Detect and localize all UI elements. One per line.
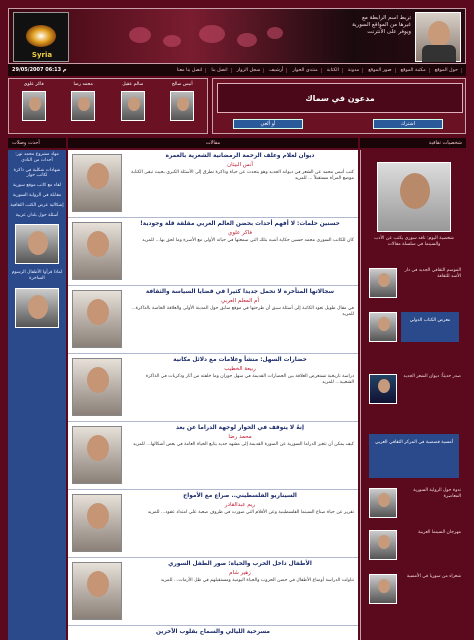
subscribe-banner (217, 83, 463, 113)
nav-item-2[interactable]: مكتبة الموقع (398, 68, 430, 73)
nav-item-8[interactable]: سجل الزوار (234, 68, 265, 73)
logo-text: Syria (31, 51, 53, 59)
writer-photo[interactable] (22, 91, 46, 121)
right-item[interactable] (365, 528, 463, 564)
article-thumbnail[interactable] (72, 426, 122, 484)
right-item-text[interactable]: ندوة حول الرواية السورية المعاصرة (413, 488, 461, 499)
right-item-text[interactable]: الموسم الثقافي الجديد في دار الأسد للثقافة (404, 268, 461, 279)
article-author[interactable]: أم المعلم العربي (221, 298, 259, 304)
header-blurb: تربط اسم الرابطة مع غيرها من المواقع السورية ويوفر على الأنترنت (352, 15, 411, 35)
article-author[interactable]: محمد رضا (228, 434, 252, 440)
site-header (8, 8, 466, 64)
article-author[interactable]: ربيعة الخطيب (224, 366, 256, 372)
right-item-text[interactable]: مهرجان السينما العربية (418, 530, 461, 535)
main-section-header: مقالات (68, 138, 358, 148)
unsubscribe-button[interactable]: أو ألغي (233, 119, 303, 129)
writer-name: سالم عقيل (122, 82, 144, 87)
writers-strip (8, 78, 208, 134)
article-summary: كتب أنيس محمد عن الشعر في ديوانه الجديد وهو يتحدث عن حياة وذاكرة تطرق إلى الأسئلة الكبرى بحيث تبقى الكتابة موضع المرأة مستقبلاً ... للمزيد (131, 170, 354, 181)
right-item[interactable] (365, 310, 463, 346)
right-item[interactable] (365, 486, 463, 522)
article-title[interactable]: الأطفال داخل الحرب والحياة: صور الطفل السوري (168, 561, 312, 567)
article-summary: دراسة تاريخية تستعرض العلاقة بين الحضارات القديمة في سهل حوران وما خلفته من آثار وذكريات في الذاكرة الشعبية... للمزيد (145, 374, 354, 385)
right-item[interactable] (365, 432, 463, 480)
left-link[interactable]: مهاد مشروع محمد نور: أحداث من النادي (15, 152, 59, 163)
left-link[interactable]: لماذا قرأوا الأطفال الرسوم الساخرة (11, 270, 63, 282)
article-item (68, 422, 358, 490)
left-photo[interactable] (15, 288, 59, 328)
article-thumbnail[interactable] (72, 154, 122, 212)
left-link[interactable]: إشكالية عرض الكتب الثقافية (10, 202, 64, 208)
nav-item-4[interactable]: مدونة (345, 68, 363, 73)
header-portrait (415, 12, 461, 62)
writer-photo[interactable] (121, 91, 145, 121)
subscribe-title: مدعون في سماك (305, 93, 375, 103)
nav-item-9[interactable]: اتصل بنا (208, 68, 231, 73)
article-summary: تقرير عن حياة صناع السينما الفلسطينية وعن الأفلام التي صورت في ظروف صعبة على امتداد عقود... للمزيد (147, 510, 354, 515)
article-summary: تناولت الدراسة أوضاع الأطفال في حضن الحروب والحياة اليومية ومستقبلهم في ظل الأزمات... للمزيد (160, 578, 354, 583)
article-item (68, 490, 358, 558)
writer-photo[interactable] (170, 91, 194, 121)
writer-card[interactable] (16, 82, 52, 122)
article-item (68, 558, 358, 626)
right-item-photo[interactable] (369, 268, 397, 298)
subscribe-panel (212, 78, 466, 134)
right-item[interactable] (365, 372, 463, 408)
logo-disk-icon (26, 25, 56, 47)
left-section-header: أحدث وصلات (8, 138, 66, 148)
right-item-text[interactable]: أمسية قصصية في المركز الثقافي العربي (369, 434, 459, 478)
article-title[interactable]: حضارات السهل: منشأ وعلامات مع دلائل مكانية (173, 357, 307, 363)
article-thumbnail[interactable] (72, 358, 122, 416)
articles-list (68, 150, 358, 640)
nav-item-1[interactable]: حول الموقع (432, 68, 462, 73)
right-item-photo[interactable] (369, 312, 397, 342)
article-summary: كان للكاتب السوري محمد حسين حكاية أشبه بتلك التي سمعتها في حياته الأولى مع الأسرة وما لحق بها... للمزيد (142, 238, 354, 243)
article-thumbnail[interactable] (72, 562, 122, 620)
writer-card[interactable] (115, 82, 151, 122)
article-thumbnail[interactable] (72, 290, 122, 348)
writer-card[interactable] (65, 82, 101, 122)
nav-date: 29/05/2007 06:13 م (12, 67, 67, 73)
right-item-text[interactable]: معرض الكتاب الدولي (401, 312, 459, 342)
article-author[interactable]: أنس البيتان (227, 162, 253, 168)
right-item-photo[interactable] (369, 574, 397, 604)
article-author[interactable]: فاكر علوي (228, 230, 252, 236)
article-title[interactable]: حسنين حلمات: لا أفهم أحداث بحضن العالم العربي مقلقة قلة وجودية! (140, 221, 340, 227)
main-nav (8, 64, 466, 76)
article-author[interactable]: ريم عبدالقادر (224, 502, 256, 508)
article-title[interactable]: ديوان لعلام وعلف الرحمة الرمضانية الشعرية بالعمرة (165, 153, 315, 159)
article-thumbnail[interactable] (72, 494, 122, 552)
left-link[interactable]: لقاء مع كاتب موقع سورية (12, 183, 62, 189)
right-item-text[interactable]: صدر حديثاً: ديوان الشعر الجديد (403, 374, 461, 379)
article-title[interactable]: مسرحية الليالي والسماح بقلوب الآخرين (156, 629, 270, 635)
right-item-photo[interactable] (369, 488, 397, 518)
right-item[interactable] (365, 572, 463, 608)
nav-item-7[interactable]: أرشيف (266, 68, 287, 73)
writer-photo[interactable] (71, 91, 95, 121)
nav-item-10[interactable]: اتصل بنا معنا (174, 68, 207, 73)
nav-item-3[interactable]: صور الموقع (365, 68, 395, 73)
featured-photo[interactable] (377, 162, 451, 232)
right-section-header: شخصيات ثقافية (360, 138, 466, 148)
article-item (68, 150, 358, 218)
right-column (360, 150, 466, 640)
writer-name: فاكر علوي (23, 82, 44, 87)
right-item-text[interactable]: شعراء من سوريا في الأمسية (406, 574, 461, 579)
writer-name: محمد رضا (73, 82, 93, 87)
article-title[interactable]: سجالاتها المتأخرة لا تحمل جديدا كثيرا في قضايا السياسة والثقافة (145, 289, 335, 295)
subscribe-button[interactable]: اشترك (373, 119, 443, 129)
nav-item-5[interactable]: الكتابة (324, 68, 343, 73)
right-item-photo[interactable] (369, 374, 397, 404)
article-item (68, 626, 358, 640)
left-link[interactable]: مقابلة في الرواية السورية (12, 192, 62, 198)
left-column (8, 150, 66, 640)
article-summary: في مقال طويل تعود الكاتبة إلى أسئلة سبق أن طرحتها في موقع سابق حول المدينة الأولى والعلاقة الخاصة بالذاكرة... للمزيد (131, 306, 354, 317)
writer-name: أنيس صالح (171, 82, 193, 87)
site-logo[interactable] (13, 12, 69, 62)
nav-item-6[interactable]: منتدى الحوار (289, 68, 321, 73)
writer-card[interactable] (164, 82, 200, 122)
article-thumbnail[interactable] (72, 222, 122, 280)
article-title[interactable]: إنهُ لا يتوقف في الحوار لوجهة الدراما عن بعد (176, 425, 304, 431)
article-item (68, 354, 358, 422)
left-link[interactable]: شهادات شكلية في ذاكرة لكاتب حوار (13, 167, 61, 179)
left-photo[interactable] (15, 224, 59, 264)
left-link[interactable]: أسئلة حول بلدان عربية (15, 212, 59, 218)
article-item (68, 286, 358, 354)
right-item[interactable] (365, 266, 463, 302)
right-item-photo[interactable] (369, 530, 397, 560)
article-author[interactable]: زهير شام (229, 570, 251, 576)
article-title[interactable]: السيناريو الفلسطيني.. صراع مع الأمواج (183, 493, 297, 499)
featured-caption[interactable]: شخصية اليوم: ناقد سوري يكتب عن الأدب والسينما في سلسلة مقالات (374, 236, 454, 247)
header-decoration (119, 23, 289, 53)
article-item (68, 218, 358, 286)
article-summary: كيف يمكن أن تتغير الدراما السورية عن الصورة القديمة إلى مشهد جديد يتابع الحياة العامة في بعض أشكالها... للمزيد (133, 442, 354, 447)
